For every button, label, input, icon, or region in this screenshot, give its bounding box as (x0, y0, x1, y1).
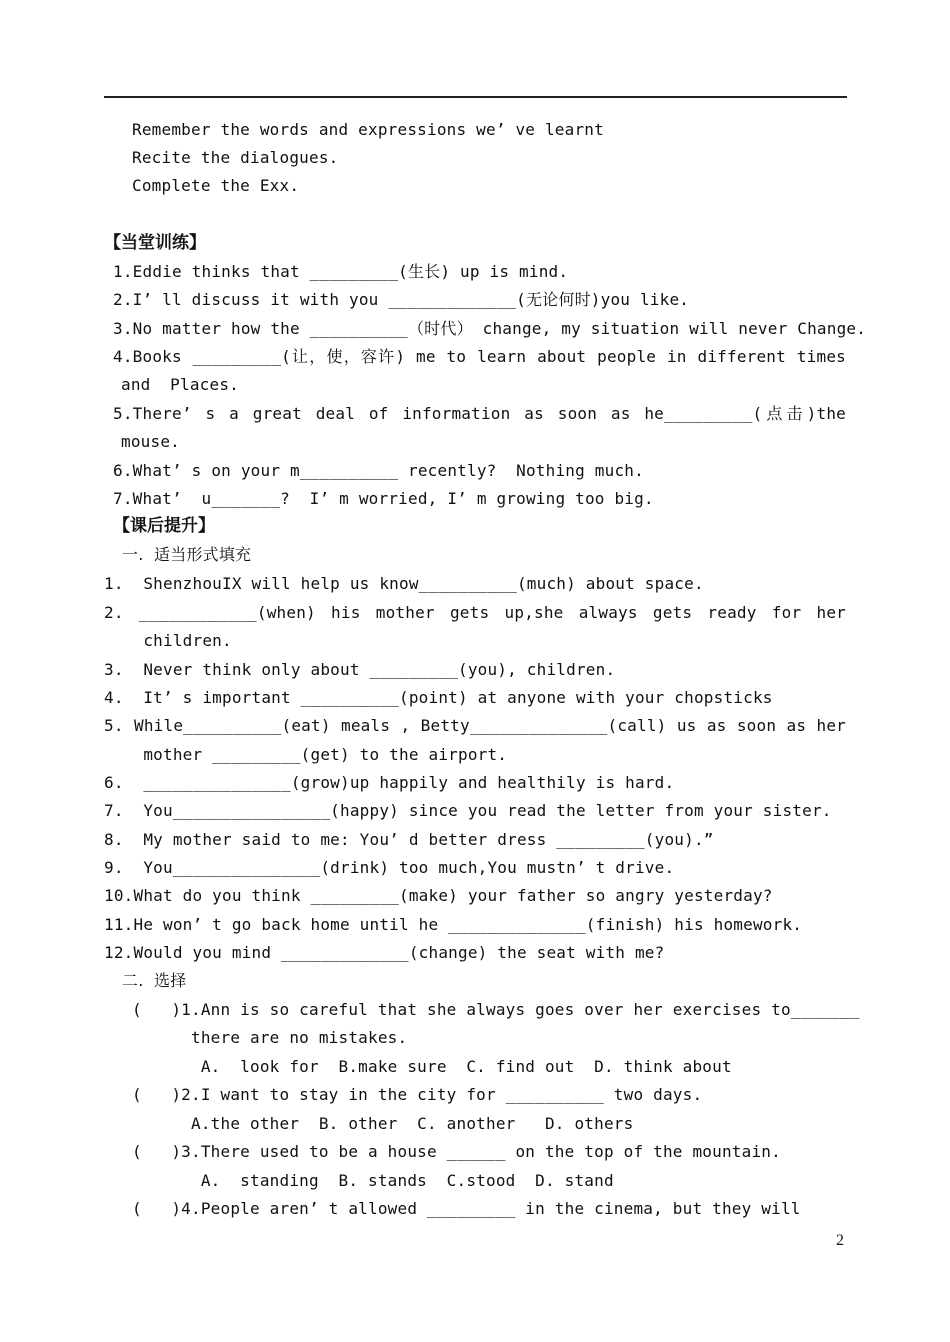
exercise-line: 7.What’ u_______? I’ m worried, I’ m growing too big. (113, 489, 654, 508)
fill-item: 6. _______________(grow)up happily and healthily is hard. (104, 773, 675, 792)
exercise-line: 6.What’ s on your m__________ recently? Nothing much. (113, 461, 644, 480)
page-number: 2 (836, 1232, 844, 1249)
exercise-line: and Places. (121, 375, 239, 394)
fill-item: children. (104, 631, 232, 650)
exercise-line: 2.I’ ll discuss it with you _____________(无论何时)you like. (113, 290, 690, 309)
fill-item: mother _________(get) to the airport. (104, 745, 508, 764)
section-title-after-class: 【课后提升】 (113, 516, 215, 536)
fill-item: 10.What do you think _________(make) your father so angry yesterday? (104, 886, 773, 905)
fill-item: 7. You________________(happy) since you read the letter from your sister. (104, 801, 832, 820)
exercise-line: 1.Eddie thinks that _________(生长) up is mind. (113, 262, 569, 281)
fill-item: 5. While__________(eat) meals , Betty______________(call) us as soon as her (104, 716, 846, 735)
choice-line: A.the other B. other C. another D. others (132, 1114, 634, 1133)
fill-item: 8. My mother said to me: You’ d better dress _________(you).” (104, 830, 714, 849)
fill-item: 12.Would you mind _____________(change) the seat with me? (104, 943, 665, 962)
part2-title: 二. 选择 (122, 971, 187, 990)
homework-line-2: Recite the dialogues. (132, 148, 339, 167)
fill-item: 11.He won’ t go back home until he ______________(finish) his homework. (104, 915, 803, 934)
homework-line-1: Remember the words and expressions we’ ve learnt (132, 120, 604, 139)
fill-item: 2. ____________(when) his mother gets up,she always gets ready for her (104, 603, 846, 622)
exercise-line: 4.Books _________(让，使，容许) me to learn about people in different times (113, 347, 846, 366)
fill-item: 1. ShenzhouIX will help us know__________(much) about space. (104, 574, 704, 593)
choice-line: ( )2.I want to stay in the city for __________ two days. (132, 1085, 703, 1104)
choice-line: ( )4.People aren’ t allowed _________ in the cinema, but they will (132, 1199, 801, 1218)
choice-line: there are no mistakes. (132, 1028, 408, 1047)
choice-line: ( )3.There used to be a house ______ on the top of the mountain. (132, 1142, 781, 1161)
fill-item: 3. Never think only about _________(you), children. (104, 660, 616, 679)
section-title-class-practice: 【当堂训练】 (104, 233, 206, 253)
exercise-line: 5.There’ s a great deal of information as soon as he_________(点击)the (113, 404, 846, 423)
choice-line: A. look for B.make sure C. find out D. think about (132, 1057, 732, 1076)
exercise-line: 3.No matter how the __________（时代） change, my situation will never Change. (113, 319, 867, 338)
fill-item: 9. You_______________(drink) too much,You mustn’ t drive. (104, 858, 675, 877)
choice-line: A. standing B. stands C.stood D. stand (132, 1171, 614, 1190)
exercise-line: mouse. (121, 432, 180, 451)
homework-line-3: Complete the Exx. (132, 176, 300, 195)
fill-item: 4. It’ s important __________(point) at anyone with your chopsticks (104, 688, 773, 707)
header-rule (104, 96, 847, 98)
part1-title: 一. 适当形式填充 (122, 545, 252, 564)
choice-line: ( )1.Ann is so careful that she always goes over her exercises to_______ (132, 1000, 860, 1019)
